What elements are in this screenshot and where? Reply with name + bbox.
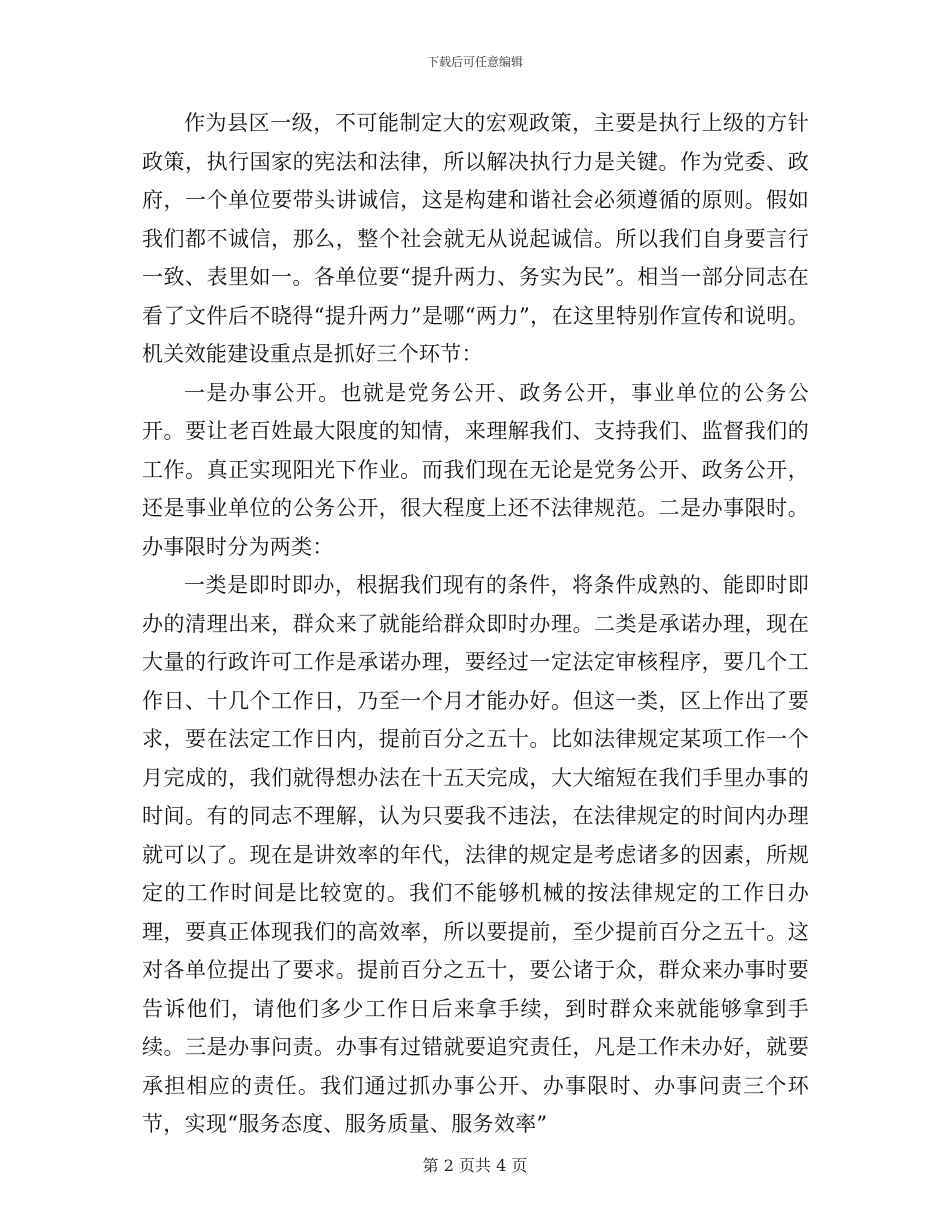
paragraph-3: 一类是即时即办，根据我们现有的条件，将条件成熟的、能即时即办的清理出来，群众来了就能给群众即时办理。二类是承诺办理，现在大量的行政许可工作是承诺办理，要经过一定法定审核程序，要几个工作日、十几个工作日，乃至一个月才能办好。但这一类，区上作出了要求，要在法定工作日内，提前百分之五十。比如法律规定某项工作一个月完成的，我们就得想办法在十五天完成，大大缩短在我们手里办事的时间。有的同志不理解，认为只要我不违法，在法律规定的时间内办理就可以了。现在是讲效率的年代，法律的规定是考虑诸多的因素，所规定的工作时间是比较宽的。我们不能够机械的按法律规定的工作日办理，要真正体现我们的高效率，所以要提前，至少提前百分之五十。这对各单位提出了要求。提前百分之五十，要公诸于众，群众来办事时要告诉他们，请他们多少工作日后来拿手续，到时群众来就能够拿到手续。三是办事问责。办事有过错就要追究责任，凡是工作未办好，就要承担相应的责任。我们通过抓办事公开、办事限时、办事问责三个环节，实现“服务态度、服务质量、服务效率” (142, 573, 809, 1136)
paragraph-1: 作为县区一级，不可能制定大的宏观政策，主要是执行上级的方针政策，执行国家的宪法和法律，所以解决执行力是关键。作为党委、政府，一个单位要带头讲诚信，这是构建和谐社会必须遵循的原则。假如我们都不诚信，那么，整个社会就无从说起诚信。所以我们自身要言行一致、表里如一。各单位要“提升两力、务实为民”。相当一部分同志在看了文件后不晓得“提升两力”是哪“两力”，在这里特别作宣传和说明。机关效能建设重点是抓好三个环节： (142, 111, 809, 366)
document-body (142, 104, 809, 1144)
paragraph-2: 一是办事公开。也就是党务公开、政务公开，事业单位的公务公开。要让老百姓最大限度的知情，来理解我们、支持我们、监督我们的工作。真正实现阳光下作业。而我们现在无论是党务公开、政务公开，还是事业单位的公务公开，很大程度上还不法律规范。二是办事限时。办事限时分为两类： (142, 380, 809, 559)
page-footer: 第 2 页共 4 页 (422, 1156, 528, 1175)
page-header: 下载后可任意编辑 (426, 55, 523, 69)
